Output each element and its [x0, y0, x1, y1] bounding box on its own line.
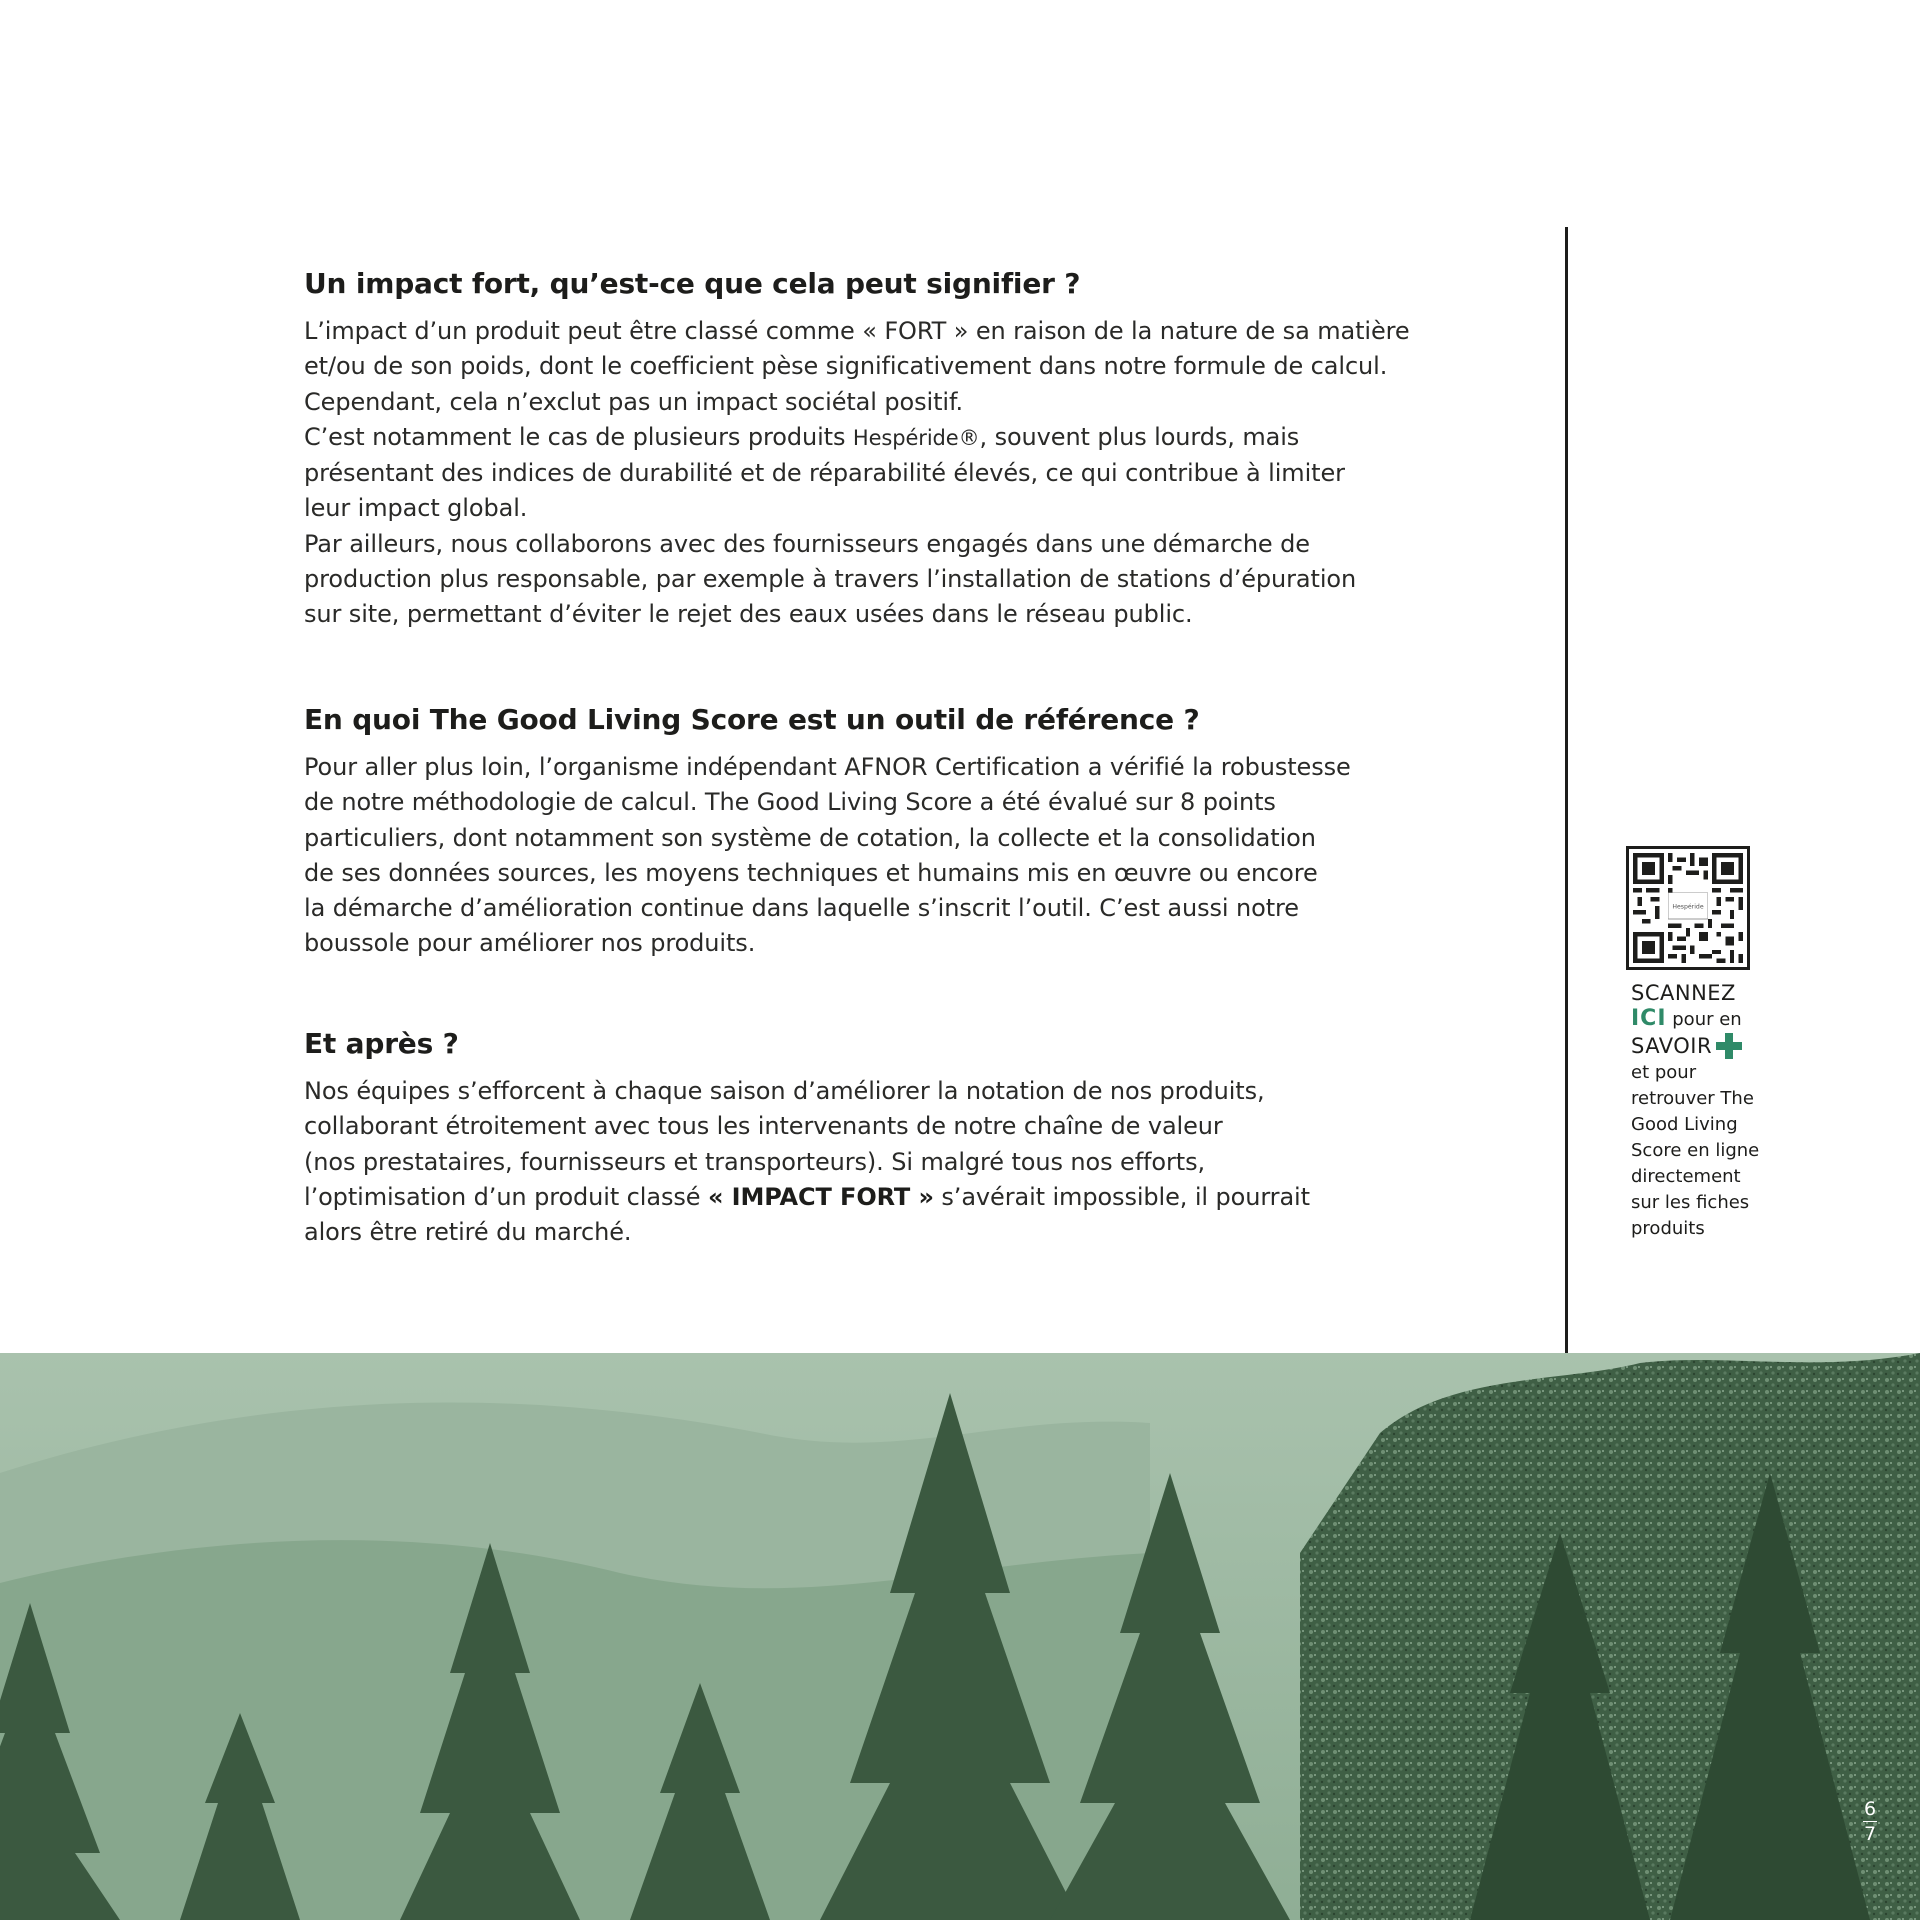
qr-code[interactable]: [1626, 846, 1750, 970]
vertical-divider: [1565, 227, 1568, 1353]
page-number-divider: [1863, 1821, 1877, 1822]
section-reference-tool: [304, 698, 1351, 962]
page-numbers: [1858, 1798, 1882, 1845]
page-number-left: 6: [1863, 1798, 1877, 1820]
scan-title: SCANNEZ: [1631, 981, 1736, 1005]
page-number-right: 7: [1863, 1823, 1877, 1845]
impact-fort-emphasis: « IMPACT FORT »: [707, 1182, 934, 1211]
plus-icon: [1716, 1033, 1742, 1059]
qr-label: Hespéride: [1672, 903, 1704, 911]
section-body: Pour aller plus loin, l’organisme indépendant AFNOR Certification a vérifié la robustesse de notre méthodologie de calcul. The Good Living Score a été évalué sur 8 points particuliers, dont notamment son système de cotation, la collecte et la consolidation de ses données sources, les moyens techniques et humains mis en œuvre ou encore la démarche d’amélioration continue dans laquelle s’inscrit l’outil. C’est aussi notre boussole pour améliorer nos produits.: [304, 753, 1351, 958]
savoir-label: SAVOIR: [1631, 1034, 1713, 1058]
scan-callout: SCANNEZ ICI pour en SAVOIR et pour retrouver The Good Living Score en ligne directement sur les fiches produits: [1631, 980, 1791, 1242]
section-impact-fort: [304, 262, 1410, 633]
section-heading: Et après ?: [304, 1027, 459, 1060]
forest-image: [0, 1353, 1920, 1920]
section-et-apres: [304, 1022, 1310, 1250]
section-heading: En quoi The Good Living Score est un outil de référence ?: [304, 703, 1200, 736]
section-heading: Un impact fort, qu’est-ce que cela peut signifier ?: [304, 267, 1081, 300]
brand-name: Hespéride®: [852, 425, 980, 450]
qr-code-icon: [1633, 853, 1743, 963]
forest-illustration: [0, 1353, 1920, 1920]
ici-label: ICI: [1631, 1006, 1667, 1031]
section-body: L’impact d’un produit peut être classé comme « FORT » en raison de la nature de sa matière et/ou de son poids, dont le coefficient pèse significativement dans notre formule de calcul. Cependant, cela n’exclut pas un impact sociétal positif. C’est notamment le cas de plusieurs produits Hespéride®, souvent plus lourds, mais présentant des indices de durabilité et de réparabilité élevés, ce qui contribue à limiter leur impact global. Par ailleurs, nous collaborons avec des fournisseurs engagés dans une démarche de production plus responsable, par exemple à travers l’installation de stations d’épuration sur site, permettant d’éviter le rejet des eaux usées dans le réseau public.: [304, 317, 1410, 629]
section-body: Nos équipes s’efforcent à chaque saison d’améliorer la notation de nos produits, collaborant étroitement avec tous les intervenants de notre chaîne de valeur (nos prestataires, fournisseurs et transporteurs). Si malgré tous nos efforts, l’optimisation d’un produit classé « IMPACT FORT » s’avérait impossible, il pourrait alors être retiré du marché.: [304, 1077, 1310, 1247]
